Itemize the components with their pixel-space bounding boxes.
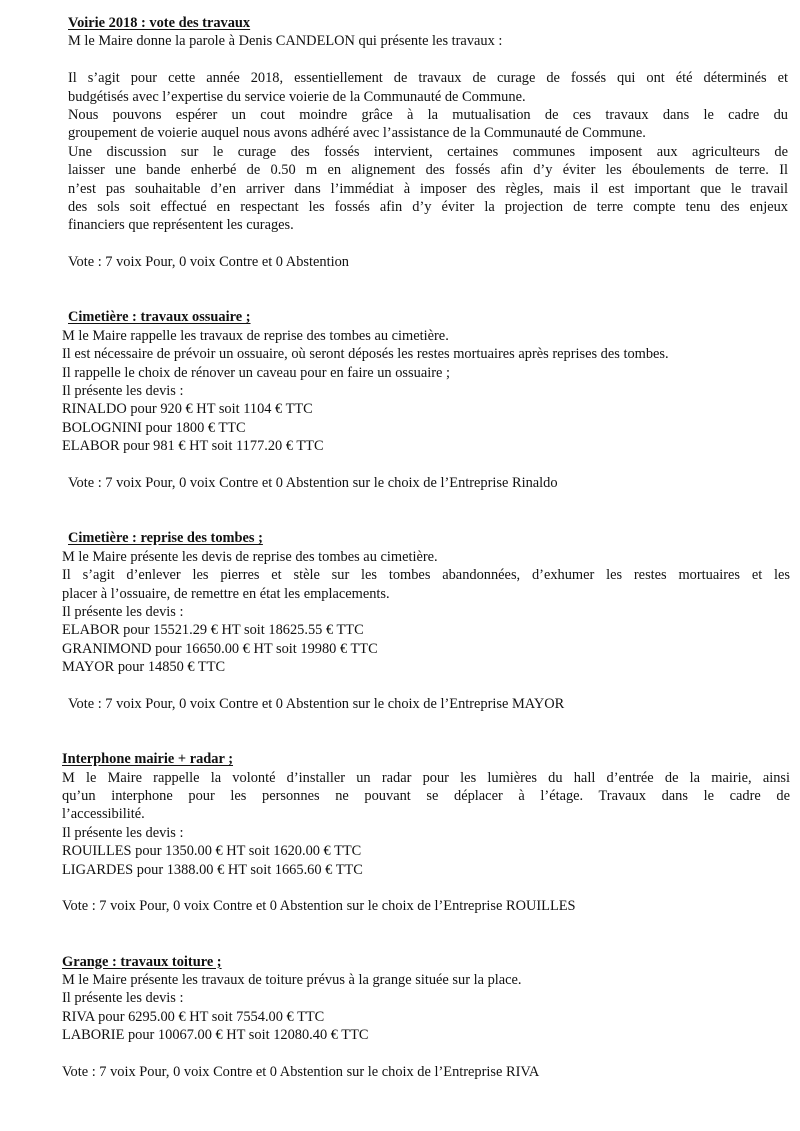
paragraph-line: laisser une bande enherbé de 0.50 m en alignement des fossés afin d’y éviter les éboulements de terre. Il [68, 162, 788, 179]
paragraph-line: placer à l’ossuaire, de remettre en état les emplacements. [62, 585, 390, 602]
quote-line: RINALDO pour 920 € HT soit 1104 € TTC [62, 401, 313, 418]
paragraph-line: des sols soit effectué en respectant les fossés afin d’y éviter la projection de terre compte tenu des enjeux [68, 199, 788, 216]
section-heading: Interphone mairie + radar ; [62, 751, 234, 768]
paragraph-line: Une discussion sur le curage des fossés intervient, certaines communes imposent aux agriculteurs de [68, 143, 788, 160]
section-voirie [62, 14, 788, 272]
quote-line: LIGARDES pour 1388.00 € HT soit 1665.60 € TTC [62, 861, 363, 878]
section-heading: Grange : travaux toiture ; [62, 953, 222, 970]
section-line: M le Maire présente les travaux de toiture prévus à la grange située sur la place. [62, 971, 522, 988]
paragraph-line: n’est pas souhaitable d’en arriver dans l’immédiat à imposer des règles, mais il est important que le travail [68, 180, 788, 197]
quote-line: GRANIMOND pour 16650.00 € HT soit 19980 € TTC [62, 640, 378, 657]
paragraph-line: groupement de voierie auquel nous avons adhéré avec l’assistance de la Communauté de Commune. [68, 125, 646, 142]
section-line: Il rappelle le choix de rénover un caveau pour en faire un ossuaire ; [62, 364, 450, 381]
document-page [62, 14, 792, 1081]
section-cimetiere-ossuaire [62, 308, 792, 492]
paragraph-line: l’accessibilité. [62, 806, 145, 823]
paragraph-line: Nous pouvons espérer un cout moindre grâce à la mutualisation de ces travaux dans le cadre du [68, 107, 788, 124]
quote-line: LABORIE pour 10067.00 € HT soit 12080.40 € TTC [62, 1027, 369, 1044]
vote-result: Vote : 7 voix Pour, 0 voix Contre et 0 Abstention sur le choix de l’Entreprise ROUILLES [62, 898, 576, 915]
paragraph-line: Il s’agit pour cette année 2018, essentiellement de travaux de curage de fossés qui ont été déterminés et [68, 70, 788, 87]
vote-result: Vote : 7 voix Pour, 0 voix Contre et 0 Abstention sur le choix de l’Entreprise MAYOR [68, 695, 565, 712]
quote-line: ELABOR pour 15521.29 € HT soit 18625.55 € TTC [62, 622, 364, 639]
section-cimetiere-tombes [62, 529, 790, 713]
paragraph-line: budgétisés avec l’expertise du service voierie de la Communauté de Commune. [68, 88, 526, 105]
quote-line: MAYOR pour 14850 € TTC [62, 659, 226, 676]
paragraph-line: financiers que représentent les curages. [68, 217, 294, 234]
quote-line: ROUILLES pour 1350.00 € HT soit 1620.00 € TTC [62, 843, 362, 860]
quote-line: ELABOR pour 981 € HT soit 1177.20 € TTC [62, 438, 324, 455]
section-line: M le Maire présente les devis de reprise des tombes au cimetière. [62, 548, 438, 565]
section-line: Il présente les devis : [62, 990, 184, 1007]
paragraph-line: Il s’agit d’enlever les pierres et stèle sur les tombes abandonnées, d’exhumer les restes mortuaires et les [62, 567, 790, 584]
section-heading: Cimetière : reprise des tombes ; [68, 530, 263, 547]
paragraph-line: qu’un interphone pour les personnes ne pouvant se déplacer à l’étage. Travaux dans le cadre de [62, 787, 790, 804]
section-line: Il présente les devis : [62, 383, 184, 400]
section-line: Il présente les devis : [62, 824, 184, 841]
section-line: Il est nécessaire de prévoir un ossuaire, où seront déposés les restes mortuaires après reprises des tombes. [62, 346, 669, 363]
section-line: M le Maire rappelle les travaux de reprise des tombes au cimetière. [62, 327, 449, 344]
section-paragraph [68, 69, 788, 235]
section-heading: Voirie 2018 : vote des travaux [68, 15, 251, 31]
section-line: Il présente les devis : [62, 603, 184, 620]
vote-result: Vote : 7 voix Pour, 0 voix Contre et 0 Abstention sur le choix de l’Entreprise RIVA [62, 1064, 540, 1080]
vote-result: Vote : 7 voix Pour, 0 voix Contre et 0 Abstention sur le choix de l’Entreprise Rinaldo [68, 475, 558, 492]
section-intro: M le Maire donne la parole à Denis CANDELON qui présente les travaux : [68, 33, 503, 50]
paragraph-line: M le Maire rappelle la volonté d’installer un radar pour les lumières du hall d’entrée de la mairie, ainsi [62, 769, 790, 786]
quote-line: RIVA pour 6295.00 € HT soit 7554.00 € TTC [62, 1008, 325, 1025]
vote-result: Vote : 7 voix Pour, 0 voix Contre et 0 Abstention [68, 254, 349, 271]
section-heading: Cimetière : travaux ossuaire ; [68, 309, 251, 326]
section-grange-toiture [62, 953, 792, 1082]
quote-line: BOLOGNINI pour 1800 € TTC [62, 419, 246, 436]
section-interphone-radar [62, 750, 790, 916]
